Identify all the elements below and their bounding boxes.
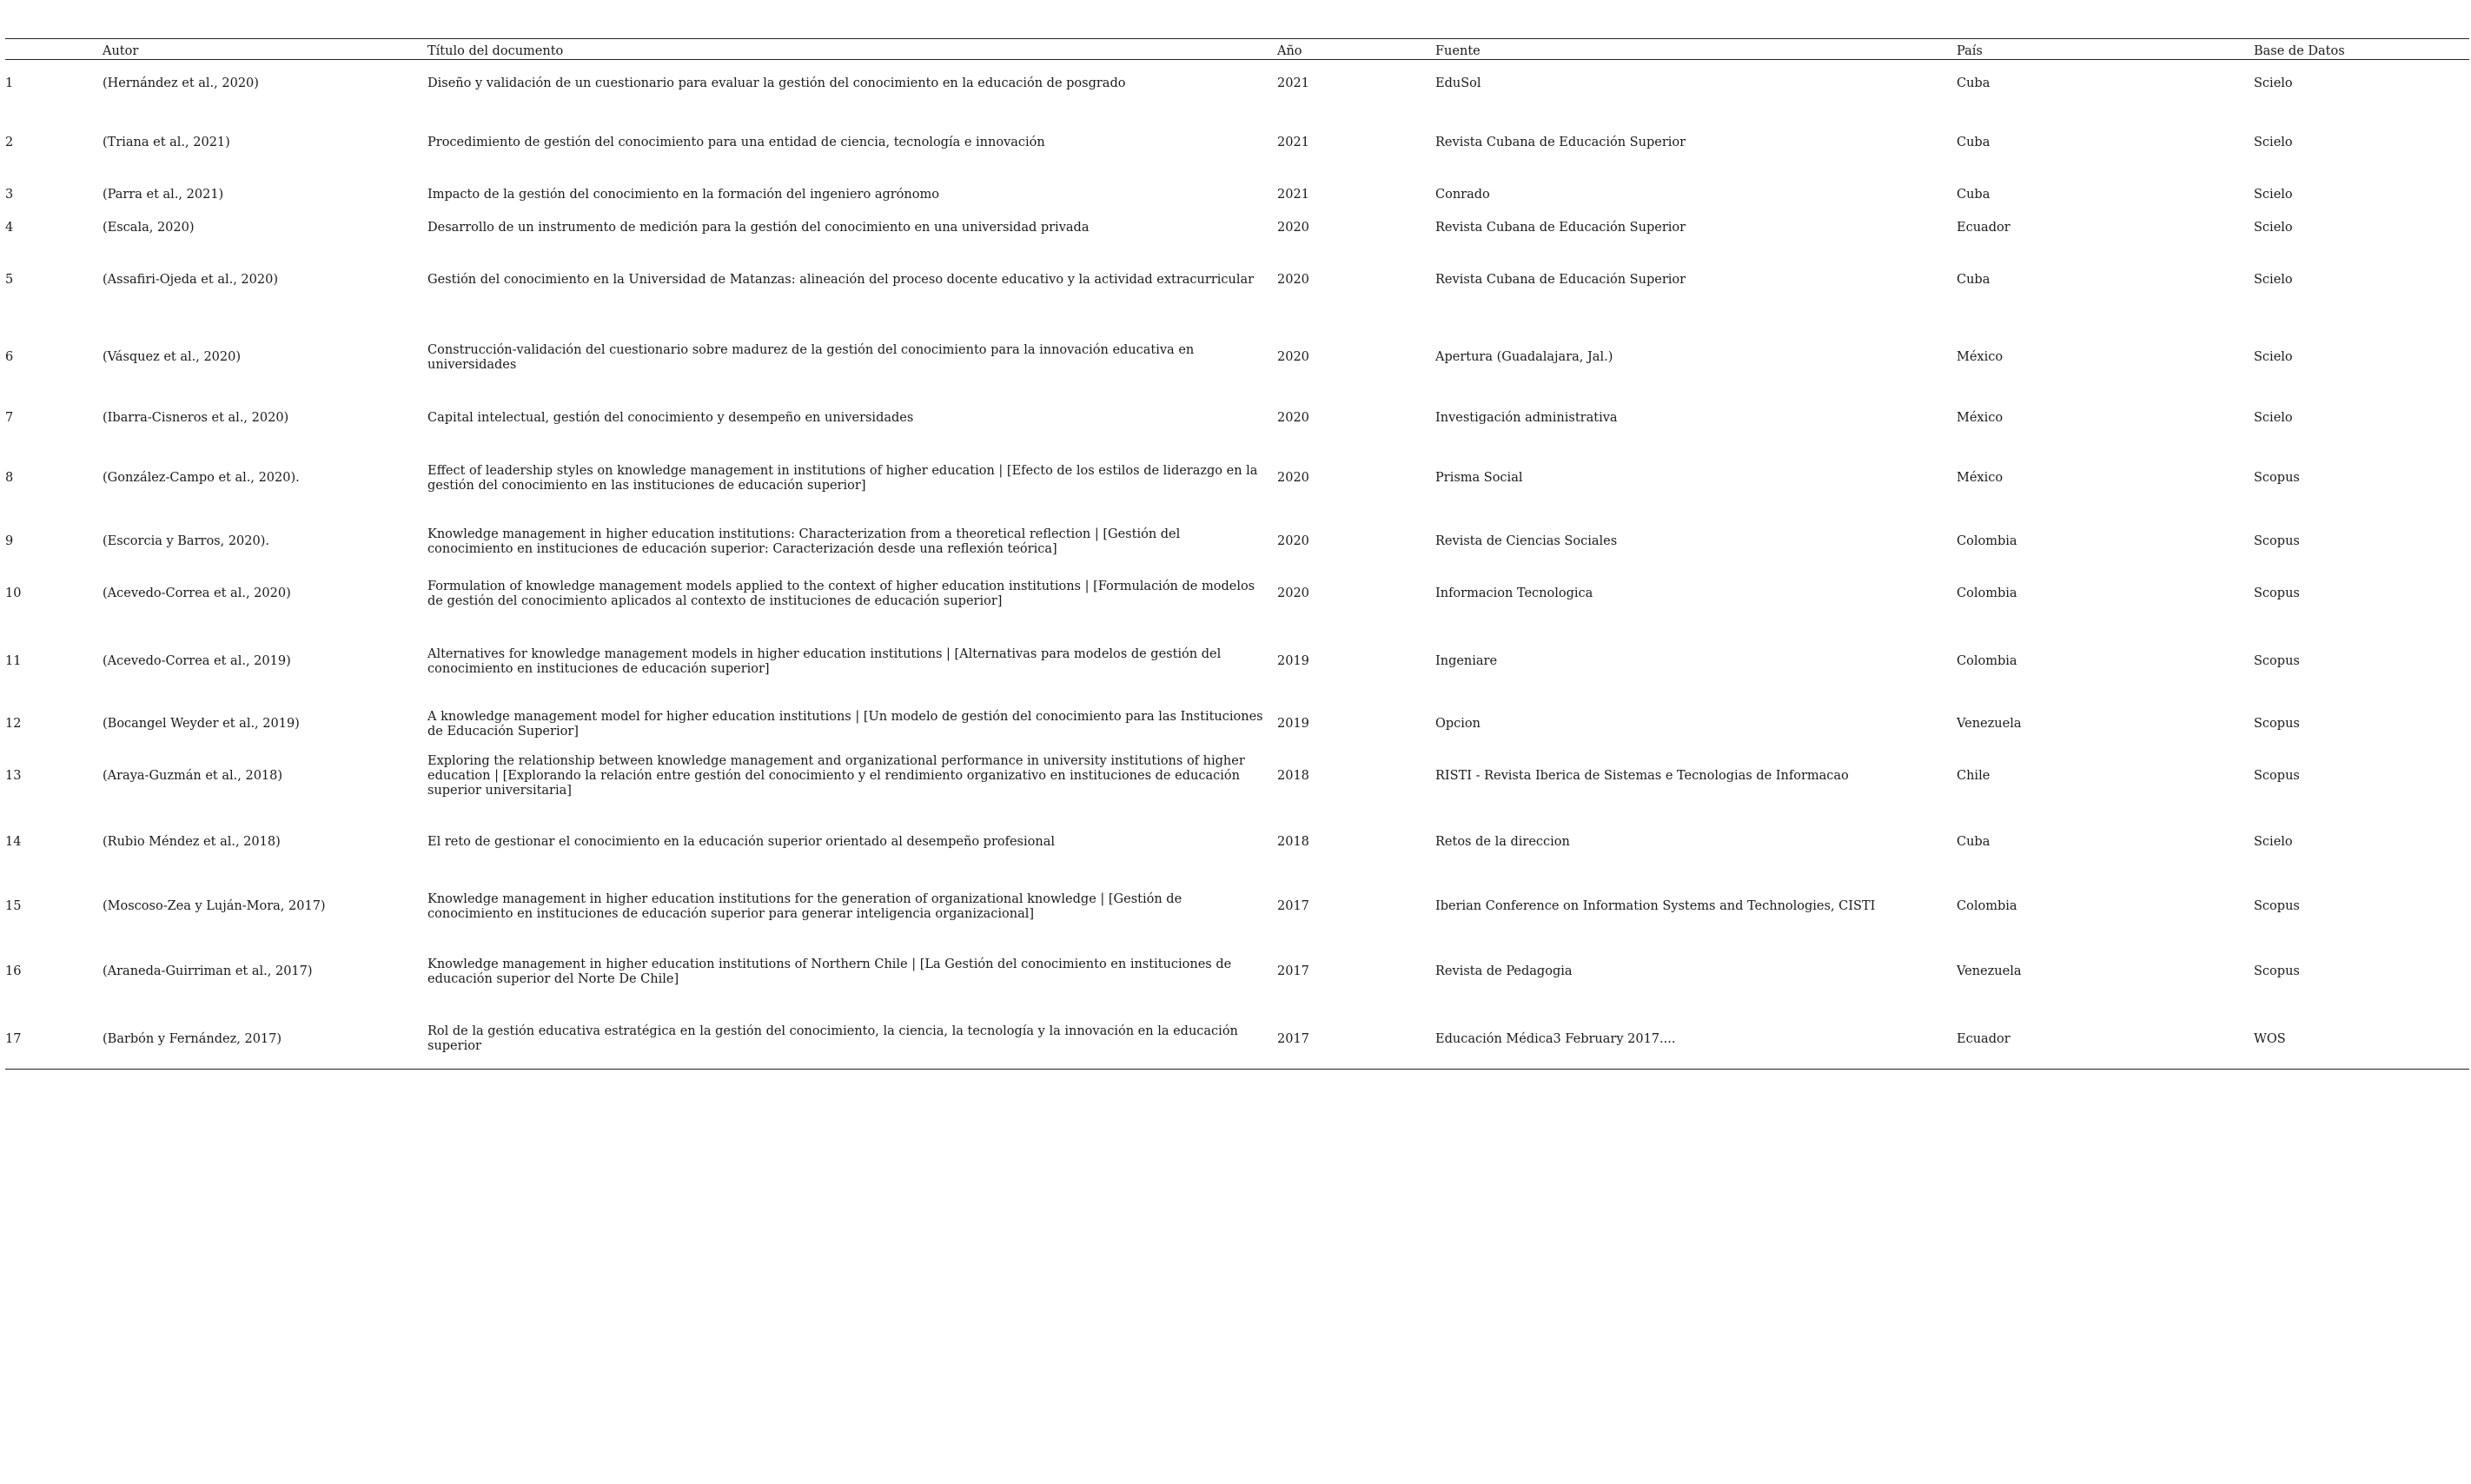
- cell-index: 3: [5, 188, 14, 202]
- cell-index: 5: [5, 273, 14, 287]
- cell-base-datos: Scopus: [2254, 964, 2300, 978]
- cell-fuente: Opcion: [1435, 717, 1481, 731]
- cell-autor: (Assafiri-Ojeda et al., 2020): [103, 273, 278, 287]
- cell-fuente: Revista Cubana de Educación Superior: [1435, 273, 1686, 287]
- cell-fuente: Informacion Tecnologica: [1435, 586, 1593, 600]
- cell-index: 8: [5, 471, 14, 485]
- table-row: [5, 244, 2469, 317]
- cell-autor: (Ibarra-Cisneros et al., 2020): [103, 411, 289, 425]
- table-row: [5, 934, 2469, 1010]
- cell-fuente: Iberian Conference on Information Systems and Technologies, CISTI: [1435, 899, 1876, 913]
- cell-autor: (Rubio Méndez et al., 2018): [103, 835, 281, 849]
- cell-base-datos: Scopus: [2254, 471, 2300, 485]
- cell-anio: 2019: [1277, 654, 1309, 668]
- cell-pais: Chile: [1957, 769, 1991, 783]
- cell-index: 1: [5, 76, 14, 91]
- cell-pais: Cuba: [1957, 835, 1991, 849]
- table-row: [5, 805, 2469, 880]
- cell-fuente: Retos de la direccion: [1435, 835, 1570, 849]
- cell-pais: Cuba: [1957, 273, 1991, 287]
- cell-index: 2: [5, 136, 14, 149]
- cell-autor: (Triana et al., 2021): [103, 136, 230, 149]
- header-base-datos: Base de Datos: [2254, 39, 2469, 60]
- cell-index: 12: [5, 717, 22, 731]
- cell-autor: (González-Campo et al., 2020).: [103, 471, 300, 485]
- table-row: [5, 439, 2469, 519]
- cell-anio: 2017: [1277, 964, 1309, 978]
- cell-fuente: Revista de Ciencias Sociales: [1435, 534, 1618, 548]
- cell-autor: (Hernández et al., 2020): [103, 76, 259, 91]
- cell-index: 15: [5, 899, 22, 913]
- cell-titulo: Alternatives for knowledge management models in higher education institutions | [Alternativas para modelos de gestión del conocimiento en instituciones de educación superior]: [427, 646, 1222, 676]
- cell-index: 10: [5, 586, 22, 600]
- cell-anio: 2017: [1277, 1010, 1435, 1070]
- cell-titulo: Desarrollo de un instrumento de medición para la gestión del conocimiento en una universidad privada: [427, 221, 1090, 235]
- cell-autor: (Vásquez et al., 2020): [103, 350, 242, 364]
- cell-pais: Colombia: [1957, 654, 2017, 668]
- cell-base-datos: Scielo: [2254, 835, 2293, 849]
- header-anio: Año: [1277, 39, 1435, 60]
- table-header-row: [5, 39, 2469, 60]
- table-row: [5, 109, 2469, 178]
- cell-pais: Colombia: [1957, 534, 2017, 548]
- cell-index: 4: [5, 221, 14, 235]
- table-row: [5, 566, 2469, 623]
- table-row: [5, 748, 2469, 805]
- cell-fuente: Conrado: [1435, 188, 1490, 202]
- cell-pais: Venezuela: [1957, 717, 2022, 731]
- cell-fuente: Prisma Social: [1435, 471, 1523, 485]
- table-row: [5, 213, 2469, 244]
- cell-titulo: Knowledge management in higher education institutions for the generation of organizational knowledge | [Gestión de conocimiento en instituciones de educación superior para generar inteligencia organizacional]: [427, 891, 1183, 921]
- cell-base-datos: Scielo: [2254, 273, 2293, 287]
- cell-base-datos: Scopus: [2254, 899, 2300, 913]
- cell-base-datos: Scopus: [2254, 717, 2300, 731]
- cell-anio: 2018: [1277, 769, 1309, 783]
- documents-table: [5, 38, 2469, 1070]
- header-pais: País: [1957, 39, 2254, 60]
- cell-titulo: Knowledge management in higher education institutions: Characterization from a theoretical reflection | [Gestión del conocimiento en instituciones de educación superior: Caracterización desde una reflexión teórica]: [427, 527, 1181, 556]
- table-row: [5, 880, 2469, 934]
- cell-fuente: Investigación administrativa: [1435, 411, 1618, 425]
- cell-autor: (Moscoso-Zea y Luján-Mora, 2017): [103, 899, 326, 913]
- table-row: [5, 317, 2469, 399]
- table-row: [5, 623, 2469, 701]
- cell-anio: 2020: [1277, 411, 1309, 425]
- cell-base-datos: Scopus: [2254, 586, 2300, 600]
- cell-index: 17: [5, 1010, 103, 1070]
- cell-anio: 2021: [1277, 136, 1309, 149]
- cell-titulo: Formulation of knowledge management models applied to the context of higher education institutions | [Formulación de modelos de gestión del conocimiento aplicados al contexto de instituciones de educación superior]: [427, 579, 1255, 608]
- cell-anio: 2017: [1277, 899, 1309, 913]
- cell-base-datos: Scopus: [2254, 769, 2300, 783]
- cell-pais: Colombia: [1957, 899, 2017, 913]
- cell-titulo: Procedimiento de gestión del conocimiento para una entidad de ciencia, tecnología e innovación: [427, 136, 1045, 149]
- cell-titulo: Exploring the relationship between knowledge management and organizational performance in university institutions of higher education | [Explorando la relación entre gestión del conocimiento y el rendimiento organizativo en instituciones de educación superior universitaria]: [427, 754, 1245, 798]
- cell-autor: (Parra et al., 2021): [103, 188, 224, 202]
- cell-base-datos: Scopus: [2254, 654, 2300, 668]
- cell-autor: (Escala, 2020): [103, 221, 195, 235]
- header-titulo: Título del documento: [427, 39, 1277, 60]
- cell-index: 16: [5, 964, 22, 978]
- cell-base-datos: Scielo: [2254, 221, 2293, 235]
- cell-titulo: Knowledge management in higher education institutions of Northern Chile | [La Gestión del conocimiento en instituciones de educación superior del Norte De Chile]: [427, 957, 1232, 986]
- cell-base-datos: Scielo: [2254, 411, 2293, 425]
- cell-titulo: Gestión del conocimiento en la Universidad de Matanzas: alineación del proceso docente educativo y la actividad extracurricular: [427, 273, 1255, 287]
- cell-pais: Cuba: [1957, 76, 1991, 91]
- cell-anio: 2018: [1277, 835, 1309, 849]
- table-row: [5, 701, 2469, 748]
- table-body: [5, 60, 2469, 1070]
- cell-titulo: Effect of leadership styles on knowledge management in institutions of higher education | [Efecto de los estilos de liderazgo en la gestión del conocimiento en las instituciones de educación superior]: [427, 463, 1258, 493]
- table-row: [5, 178, 2469, 213]
- cell-autor: (Acevedo-Correa et al., 2020): [103, 586, 291, 600]
- cell-anio: 2020: [1277, 471, 1309, 485]
- cell-anio: 2019: [1277, 717, 1309, 731]
- cell-anio: 2021: [1277, 76, 1309, 91]
- cell-autor: (Araya-Guzmán et al., 2018): [103, 769, 283, 783]
- header-index: [5, 39, 103, 60]
- cell-pais: Cuba: [1957, 136, 1991, 149]
- cell-pais: Cuba: [1957, 188, 1991, 202]
- cell-anio: 2020: [1277, 221, 1309, 235]
- cell-anio: 2020: [1277, 586, 1309, 600]
- cell-autor: (Escorcia y Barros, 2020).: [103, 534, 269, 548]
- cell-titulo: Capital intelectual, gestión del conocimiento y desempeño en universidades: [427, 411, 914, 425]
- cell-autor: (Bocangel Weyder et al., 2019): [103, 717, 300, 731]
- cell-pais: México: [1957, 411, 2004, 425]
- table-row: [5, 519, 2469, 566]
- cell-anio: 2020: [1277, 534, 1309, 548]
- cell-fuente: Revista Cubana de Educación Superior: [1435, 221, 1686, 235]
- cell-anio: 2020: [1277, 350, 1309, 364]
- header-fuente: Fuente: [1435, 39, 1957, 60]
- cell-pais: México: [1957, 471, 2004, 485]
- cell-fuente: Revista Cubana de Educación Superior: [1435, 136, 1686, 149]
- cell-pais: Ecuador: [1957, 1010, 2254, 1070]
- cell-titulo: Diseño y validación de un cuestionario para evaluar la gestión del conocimiento en la educación de posgrado: [427, 76, 1126, 91]
- table-row: [5, 399, 2469, 439]
- cell-anio: 2020: [1277, 273, 1309, 287]
- cell-pais: Venezuela: [1957, 964, 2022, 978]
- cell-base-datos: WOS: [2254, 1010, 2469, 1070]
- cell-titulo: Impacto de la gestión del conocimiento en la formación del ingeniero agrónomo: [427, 188, 939, 202]
- table-row: [5, 60, 2469, 109]
- cell-base-datos: Scielo: [2254, 136, 2293, 149]
- cell-index: 11: [5, 654, 22, 668]
- cell-autor: (Acevedo-Correa et al., 2019): [103, 654, 291, 668]
- cell-base-datos: Scielo: [2254, 350, 2293, 364]
- cell-index: 13: [5, 769, 22, 783]
- cell-pais: Ecuador: [1957, 221, 2011, 235]
- cell-index: 14: [5, 835, 22, 849]
- cell-base-datos: Scopus: [2254, 534, 2300, 548]
- table-row: [5, 1010, 2469, 1070]
- cell-base-datos: Scielo: [2254, 188, 2293, 202]
- cell-pais: México: [1957, 350, 2004, 364]
- cell-pais: Colombia: [1957, 586, 2017, 600]
- cell-fuente: RISTI - Revista Iberica de Sistemas e Tecnologias de Informacao: [1435, 769, 1849, 783]
- cell-anio: 2021: [1277, 188, 1309, 202]
- cell-fuente: Educación Médica3 February 2017....: [1435, 1010, 1957, 1070]
- cell-autor: (Araneda-Guirriman et al., 2017): [103, 964, 313, 978]
- cell-fuente: Revista de Pedagogia: [1435, 964, 1573, 978]
- cell-index: 9: [5, 534, 14, 548]
- cell-fuente: EduSol: [1435, 76, 1481, 91]
- cell-index: 6: [5, 350, 14, 364]
- cell-fuente: Ingeniare: [1435, 654, 1498, 668]
- header-autor: Autor: [103, 39, 427, 60]
- cell-titulo: El reto de gestionar el conocimiento en la educación superior orientado al desempeño profesional: [427, 835, 1055, 849]
- cell-titulo: A knowledge management model for higher education institutions | [Un modelo de gestión del conocimiento para las Instituciones de Educación Superior]: [427, 709, 1263, 739]
- cell-titulo: Rol de la gestión educativa estratégica en la gestión del conocimiento, la ciencia, la tecnología y la innovación en la educación superior: [427, 1010, 1277, 1070]
- cell-autor: (Barbón y Fernández, 2017): [103, 1010, 427, 1070]
- cell-titulo: Construcción-validación del cuestionario sobre madurez de la gestión del conocimiento para la innovación educativa en universidades: [427, 342, 1195, 372]
- cell-index: 7: [5, 411, 14, 425]
- cell-fuente: Apertura (Guadalajara, Jal.): [1435, 350, 1613, 364]
- cell-base-datos: Scielo: [2254, 76, 2293, 91]
